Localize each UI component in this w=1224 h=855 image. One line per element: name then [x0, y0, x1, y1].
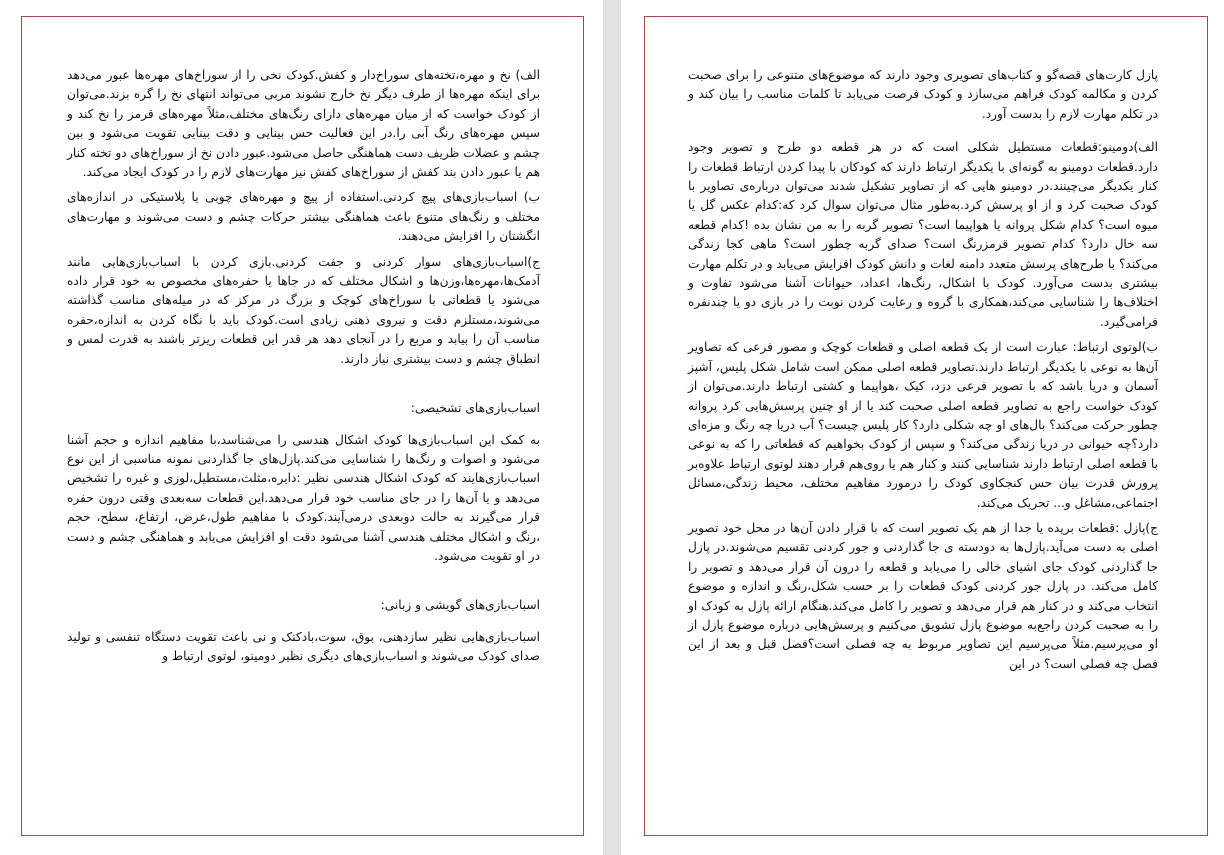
paragraph-story-cards: پازل کارت‌های قصه‌گو و کتاب‌های تصویری وجود دارند که موضوع‌های متنوعی را برای صحبت کردن و مکالمه کودک فراهم می‌سازد و کودک فرصت می‌یابد تا کلمات مناسب را بیان کند و در تکلم مهارت لازم را بدست آورد. — [688, 68, 1158, 121]
paragraph-puzzle: ج)پازل :قطعات بریده یا جدا از هم یک تصویر است که با قرار دادن آن‌ها در محل خود تصویر اصلی به دست می‌آید.پازل‌ها به دودسته ی جا گذاردنی و جور کردنی تقسیم می‌شوند.در پازل جا گذاردنی کودک جای اشیای خالی را می‌یابد و قطعه را درون آن قرار می‌دهد و تصویر را کامل می‌کند. در پازل جور کردنی کودک قطعات را بر حسب شکل،رنگ و اندازه و موضوع انتخاب می‌کند و در کنار هم قرار می‌دهد و تصویر را کامل می‌کند.هنگام ارائه پازل به کودک او را به صحبت کردن راجع‌به موضوع پازل تشویق می‌کنیم و پرسش‌هایی درباره موضوع پازل از او می‌پرسیم.مثلاً می‌پرسیم این تصاویر مربوط به چه فصلی است؟فصل قبل و بعد از این فصل چه فصلی است؟ در این — [688, 520, 1158, 671]
paragraph-assembly-toys: ج)اسباب‌بازی‌های سوار کردنی و جفت کردنی.بازی کردن با اسباب‌بازی‌هایی مانند آدمک‌ها،مهره‌ها،وزن‌ها و اشکال مختلف که در جاها یا حفره‌های مخصوص به خود قرار داده می‌شود یا قطعاتی با سوراخ‌های کوچک و بزرگ در مرکز که در میله‌های مناسب گذاشته می‌شوند،مستلزم دقت و نیروی ذهنی زیادی است.کودک باید با نگاه کردن به اندازه،حفره مناسب آن را بیابد و مربع را در آنجای دهد هر قدر این قطعات ریزتر باشند به قدرت لمس و انطباق چشم و دست بیشتری نیاز دارند. — [67, 254, 540, 366]
paragraph-diagnostic-toys: به کمک این اسباب‌بازی‌ها کودک اشکال هندسی را می‌شناسد،با مفاهیم اندازه و حجم آشنا می‌شود و اصوات و رنگ‌ها را شناسایی می‌کند.پازل‌های جا گذاردنی نمونه مناسبی از این نوع اسباب‌بازی‌هایند که کودک اشکال هندسی نظیر :دایره،مثلث،مستطیل،لوزی و غیره را تشخیص می‌دهد و یا آن‌ها را در جای مناسب خود قرار می‌دهد.این قطعات سه‌بعدی وقتی درون حفره قرار می‌گیرند به حالت دوبعدی درمی‌آیند.کودک با مفاهیم طول،عرض، ارتفاع، سطح، حجم ،رنگ و اشکال مختلف هندسی آشنا می‌شود دقت او افزایش می‌یابد و هماهنگی چشم و دست در او تقویت می‌شود. — [67, 432, 540, 563]
document-page-right — [644, 16, 1208, 836]
section-heading-diagnostic-toys: اسباب‌بازی‌های تشخیصی: — [410, 401, 540, 416]
page-text-right — [688, 66, 1158, 680]
document-page-left — [21, 16, 584, 836]
page-gutter — [603, 0, 621, 855]
paragraph-language-toys: اسباب‌بازی‌هایی نظیر سازدهنی، بوق، سوت،بادکنک و نی باعث تقویت دستگاه تنفسی و تولید صدای کودک می‌شوند و اسباب‌بازی‌های دیگری نظیر دومینو، لوتوی ارتباط و — [67, 629, 540, 664]
section-heading-language-toys: اسباب‌بازی‌های گویشی و زبانی: — [380, 598, 540, 613]
page-text-left — [67, 66, 540, 673]
paragraph-screw-toys: ب) اسباب‌بازی‌های پیچ کردنی.استفاده از پیچ و مهره‌های چوبی یا پلاستیکی در اندازه‌های مختلف و رنگ‌های متنوع باعث هماهنگی بیشتر حرکات چشم و دست می‌شوند و مهارت‌های انگشتان را افزایش می‌دهند. — [67, 190, 540, 244]
paragraph-string-beads: الف) نخ و مهره،تخته‌های سوراخ‌دار و کفش.کودک نخی را از سوراخ‌های مهره‌ها عبور می‌دهد برای اینکه مهره‌ها از طرف دیگر نخ خارج نشوند مربی می‌تواند انتهای نخ را گره بزند.می‌توان از کودک خواست که از میان مهره‌های دارای رنگ‌های مختلف،مثلاً مهره‌های قرمز را نخ کند و سپس مهره‌های رنگ آبی را.در این فعالیت حس بینایی و دقت بینایی تقویت می‌شود و بین چشم و عضلات ظریف دست هماهنگی حاصل می‌شود.عبور دادن نخ از سوراخ‌های دو تخته کنار هم یا عبور دادن بند کفش از سوراخ‌های کفش نیز مهارت‌های لازم را در کودک ایجاد می‌کند. — [67, 68, 540, 180]
paragraph-lotto: ب)لوتوی ارتباط: عبارت است از یک قطعه اصلی و قطعات کوچک و مصور فرعی که تصاویر آن‌ها به نوعی با یکدیگر ارتباط دارند.تصاویر قطعه اصلی ممکن است شامل شکل پلیس، آشپز آسمان و دریا باشد که با تصویر فرعی دزد، کیک ،هواپیما و کشتی ارتباط دارند.می‌توان از کودک خواست راجع به تصاویر قطعه اصلی صحبت کند یا از او چنین پرسش‌هایی کرد پروانه چطور حرکت می‌کند؟ بال‌های او چه شکلی دارد؟ کار پلیس چیست؟ آب دریا چه رنگ و مزه‌ای دارد؟چه حیوانی در دریا زندگی می‌کند؟ و سپس از کودک بخواهیم که قطعاتی را که به نوعی با قطعه اصلی ارتباط دارند شناسایی کنند و کنار هم یا روی‌هم قرار دهند لوتوی ارتباط علاوه‌بر پرورش قدرت بیان حس کنجکاوی کودک را درمورد مفاهیم مختلف، محیط زندگی،مسائل اجتماعی،مشاغل و... تحریک می‌کند. — [688, 340, 1158, 510]
paragraph-domino: الف)دومینو:قطعات مستطیل شکلی است که در هر قطعه دو طرح و تصویر وجود دارد.قطعات دومینو به گونه‌ای با یکدیگر ارتباط دارند که کودکان با پیدا کردن ارتباط قطعات را کنار یکدیگر می‌چینند.در دومینو هایی که از تصاویر تشکیل شدند می‌توان درباره‌ی تصاویر با کودک صحبت کرد و از او پرسش کرد.به‌طور مثال می‌توان سوال کرد که:کدام عکس گل یا میوه است؟ کدام شکل پروانه یا هواپیما است؟ تصویر گربه را به من نشان بده !کدام قطعه سه خال دارد؟ کدام تصویر قرمزرنگ است؟ صدای گربه چطور است؟ ماهی کجا زندگی می‌کند؟ با طرح‌های پرسش متعدد دامنه لغات و دانش کودک افزایش می‌یابد و در تکلم مهارت بیشتری بدست می‌آورد. کودک با اشکال، رنگ‌ها، اعداد، حیوانات آشنا می‌شود تفاوت و اختلاف‌ها را شناسایی می‌کند،همکاری با گروه و رعایت کردن نوبت را در بازی دو یا چندنفره فرامی‌گیرد. — [688, 140, 1158, 329]
